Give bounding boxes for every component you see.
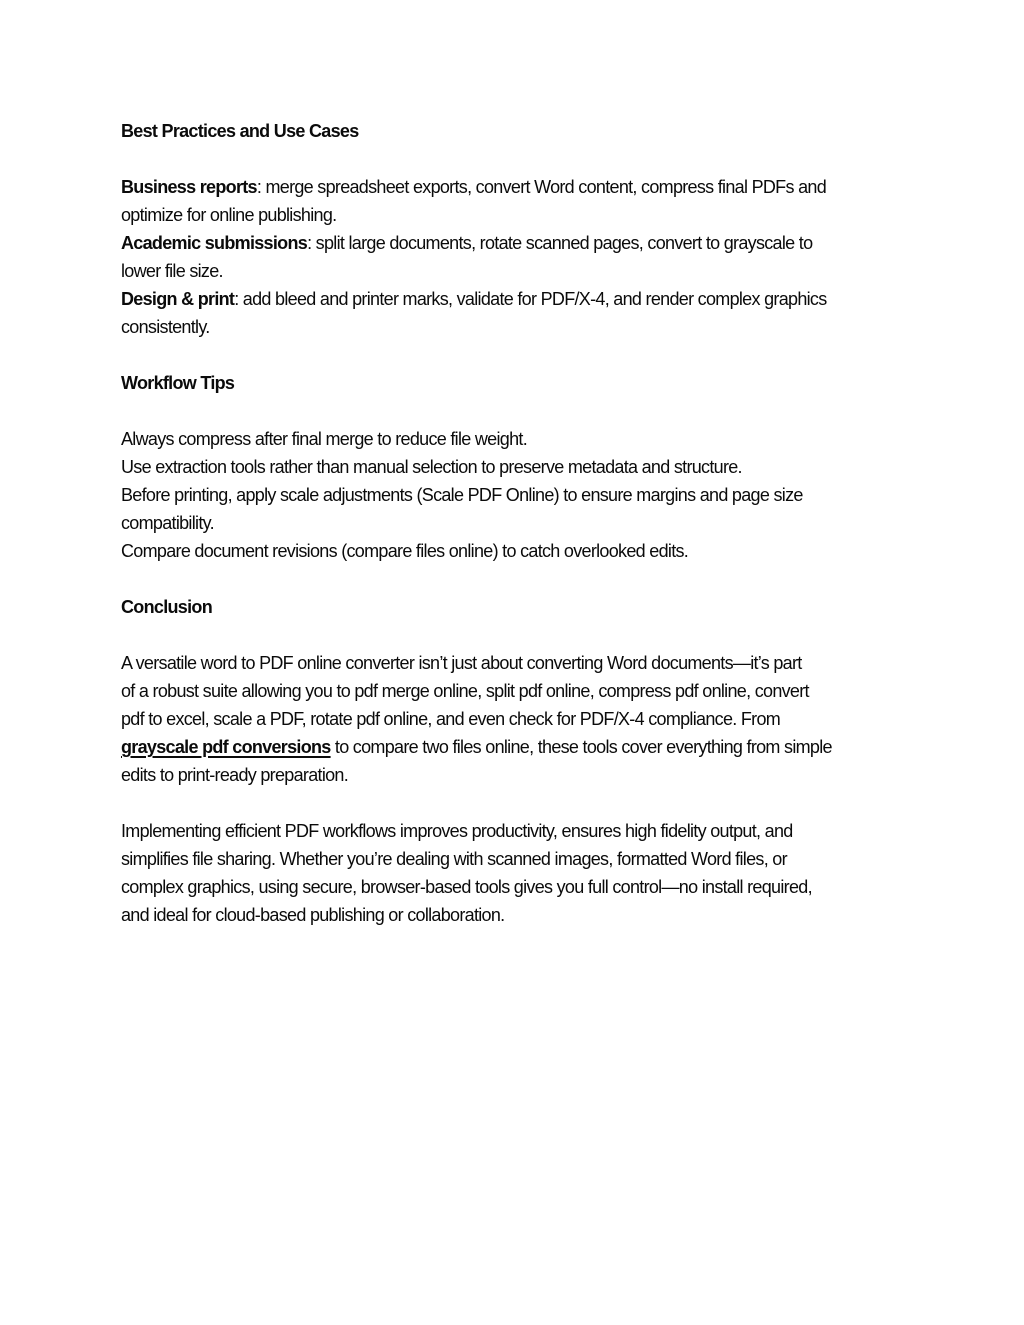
conclusion-line: edits to print-ready preparation. xyxy=(121,765,349,785)
section-heading-workflow-tips xyxy=(121,369,931,397)
use-case-text: : add bleed and printer marks, validate for PDF/X-4, and render complex graphics xyxy=(234,289,827,309)
use-case-business-reports-line1 xyxy=(121,173,931,201)
use-case-term: Design & print xyxy=(121,289,235,309)
conclusion-line: of a robust suite allowing you to pdf merge online, split pdf online, compress pdf online, convert xyxy=(121,681,809,701)
workflow-tip-line: compatibility. xyxy=(121,513,214,533)
workflow-tip-line: Before printing, apply scale adjustments (Scale PDF Online) to ensure margins and page size xyxy=(121,485,803,505)
use-case-design-print-line1 xyxy=(121,285,931,313)
closing-line: simplifies file sharing. Whether you’re dealing with scanned images, formatted Word files, or xyxy=(121,849,787,869)
use-case-business-reports-line2: optimize for online publishing. xyxy=(121,205,337,225)
workflow-tip-line: Always compress after final merge to reduce file weight. xyxy=(121,429,527,449)
workflow-tip-line: Use extraction tools rather than manual selection to preserve metadata and structure. xyxy=(121,457,742,477)
use-case-text: : split large documents, rotate scanned pages, convert to grayscale to xyxy=(307,233,813,253)
section-heading-best-practices xyxy=(121,117,931,145)
heading-text: Workflow Tips xyxy=(121,373,235,393)
heading-text: Best Practices and Use Cases xyxy=(121,121,359,141)
use-case-term: Academic submissions xyxy=(121,233,308,253)
workflow-tip-line: Compare document revisions (compare files online) to catch overlooked edits. xyxy=(121,541,689,561)
workflow-tips-paragraph xyxy=(121,425,931,565)
use-case-term: Business reports xyxy=(121,177,257,197)
closing-line: Implementing efficient PDF workflows improves productivity, ensures high fidelity output, and xyxy=(121,821,793,841)
use-case-academic-line2: lower file size. xyxy=(121,261,223,281)
document-page xyxy=(121,117,931,929)
conclusion-line: A versatile word to PDF online converter isn’t just about converting Word documents—it’s part xyxy=(121,653,802,673)
closing-line: complex graphics, using secure, browser-based tools gives you full control—no install required, xyxy=(121,877,812,897)
section-heading-conclusion xyxy=(121,593,931,621)
conclusion-text: to compare two files online, these tools cover everything from simple xyxy=(330,737,832,757)
use-case-design-print-line2: consistently. xyxy=(121,317,210,337)
conclusion-paragraph xyxy=(121,649,931,789)
grayscale-pdf-conversions-link[interactable]: grayscale pdf conversions xyxy=(121,737,331,757)
closing-paragraph xyxy=(121,817,931,929)
conclusion-line: pdf to excel, scale a PDF, rotate pdf online, and even check for PDF/X-4 compliance. From xyxy=(121,709,781,729)
closing-line: and ideal for cloud-based publishing or collaboration. xyxy=(121,905,505,925)
use-cases-paragraph xyxy=(121,173,931,341)
conclusion-line xyxy=(121,733,931,761)
heading-text: Conclusion xyxy=(121,597,212,617)
use-case-academic-line1 xyxy=(121,229,931,257)
use-case-text: : merge spreadsheet exports, convert Word content, compress final PDFs and xyxy=(256,177,827,197)
